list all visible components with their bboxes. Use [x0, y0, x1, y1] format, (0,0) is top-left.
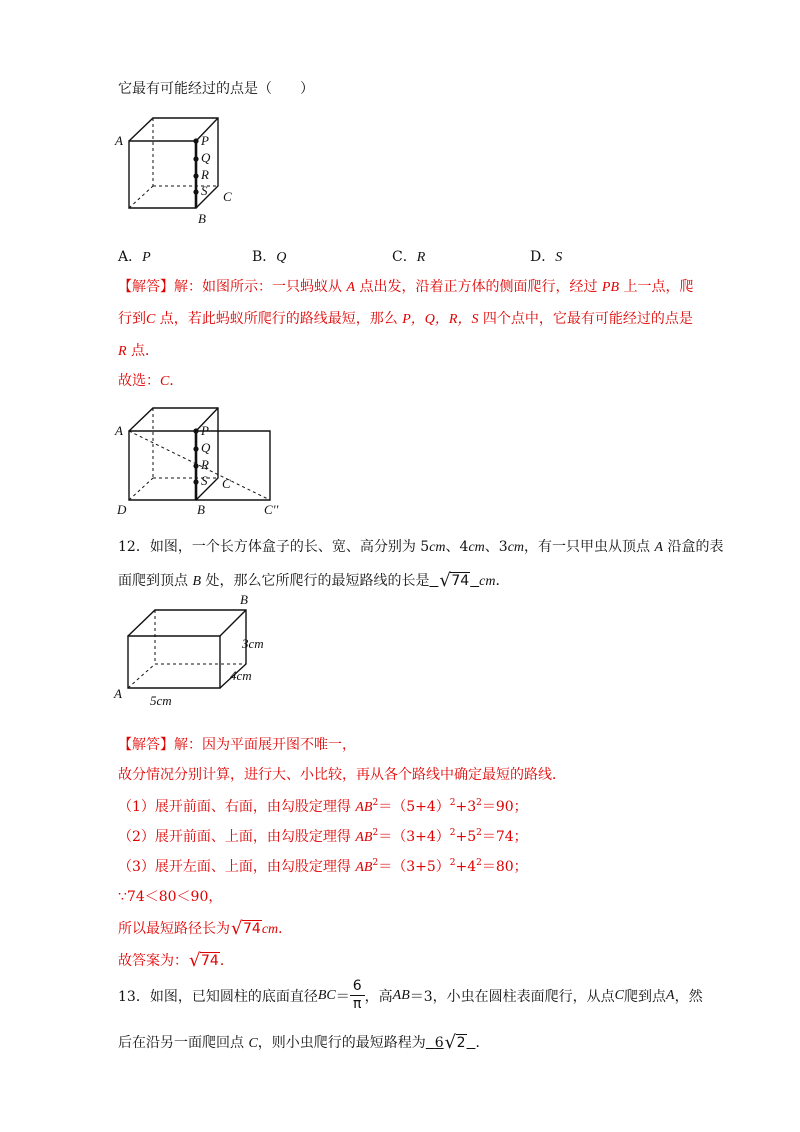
- label-C: C: [223, 189, 232, 204]
- label-P: P: [201, 423, 209, 438]
- label-A: A: [115, 133, 123, 148]
- label-Q: Q: [201, 150, 211, 165]
- q12-compare: ∵74＜80＜90，: [118, 889, 223, 905]
- label-height: 3cm: [242, 636, 264, 651]
- label-length: 5cm: [150, 693, 172, 708]
- q12-stem-line1: 12．如图，一个长方体盒子的长、宽、高分别为 5cm、4cm、3cm，有一只甲虫从顶点 A 沿盒的表: [118, 539, 724, 555]
- label-R: R: [201, 457, 209, 472]
- label-B: B: [197, 502, 205, 517]
- q12-answer-line2: 故分情况分别计算，进行大、小比较，再从各个路线中确定最短的路线．: [118, 767, 566, 783]
- option-d[interactable]: D．S: [530, 249, 563, 265]
- label-B: B: [240, 594, 248, 607]
- option-a[interactable]: A．P: [118, 249, 151, 265]
- option-b[interactable]: B．Q: [252, 249, 287, 265]
- q11-answer-line2: 行到C 点，若此蚂蚁所爬行的路线最短，那么 P，Q，R，S 四个点中，它最有可能经过的点是: [118, 311, 693, 327]
- q13-stem-line1: 13． 如图，已知圆柱的底面直径 BC ＝ $\frac{6}{\pi}$ ，高 AB ＝3，小虫在圆柱表面爬行，从点 C 爬到点 A ，然: [118, 978, 703, 1012]
- cube-figure-1: [112, 108, 242, 226]
- q12-case-2: （2）展开前面、上面，由勾股定理得 $AB^2=(3+4)^2+5^2=74$；: [118, 828, 528, 845]
- label-S: S: [201, 473, 208, 488]
- q11-answer-line1: 【解答】解：如图所示：一只蚂蚁从 A 点出发，沿着正方体的侧面爬行，经过 PB 上一点，爬: [118, 279, 694, 295]
- label-Q: Q: [201, 440, 211, 455]
- cube-figure-2: [112, 400, 302, 520]
- q12-conclusion: 所以最短路径长为 √ 74cm．: [118, 918, 293, 939]
- label-C-double-prime: C'': [264, 502, 279, 517]
- q11-choose: 故选：C．: [118, 373, 184, 389]
- label-C: C: [222, 476, 231, 491]
- option-c[interactable]: C．R: [392, 249, 426, 265]
- label-B: B: [198, 211, 206, 226]
- fraction-6-over-pi: $\frac{6}{\pi}$: [350, 978, 365, 1013]
- q12-stem-line2: 面爬到顶点 B 处，那么它所爬行的最短路线的长是 √ 74 cm．: [118, 570, 510, 591]
- box-figure: [112, 594, 272, 710]
- label-S: S: [201, 183, 208, 198]
- label-A: A: [114, 686, 122, 701]
- label-P: P: [201, 133, 209, 148]
- q11-stem-tail: 它最有可能经过的点是（ ）: [118, 81, 314, 97]
- label-R: R: [201, 167, 209, 182]
- label-width: 4cm: [230, 668, 252, 683]
- q13-stem-line2: 后在沿另一面爬回点 C，则小虫爬行的最短路程为 6 √ 2 ．: [118, 1032, 490, 1053]
- q12-answer-intro: 【解答】解：因为平面展开图不唯一，: [118, 737, 356, 753]
- q12-final: 故答案为： √ 74．: [118, 950, 234, 971]
- label-D: D: [117, 502, 127, 517]
- label-A: A: [115, 423, 123, 438]
- q12-case-3: （3）展开左面、上面，由勾股定理得 $AB^2=(3+5)^2+4^2=80$；: [118, 858, 528, 875]
- q12-case-1: （1）展开前面、右面，由勾股定理得 $AB^2=(5+4)^2+3^2=90$；: [118, 798, 528, 815]
- sqrt-answer: √ 74: [439, 570, 470, 591]
- q11-answer-line3: R 点．: [118, 343, 160, 359]
